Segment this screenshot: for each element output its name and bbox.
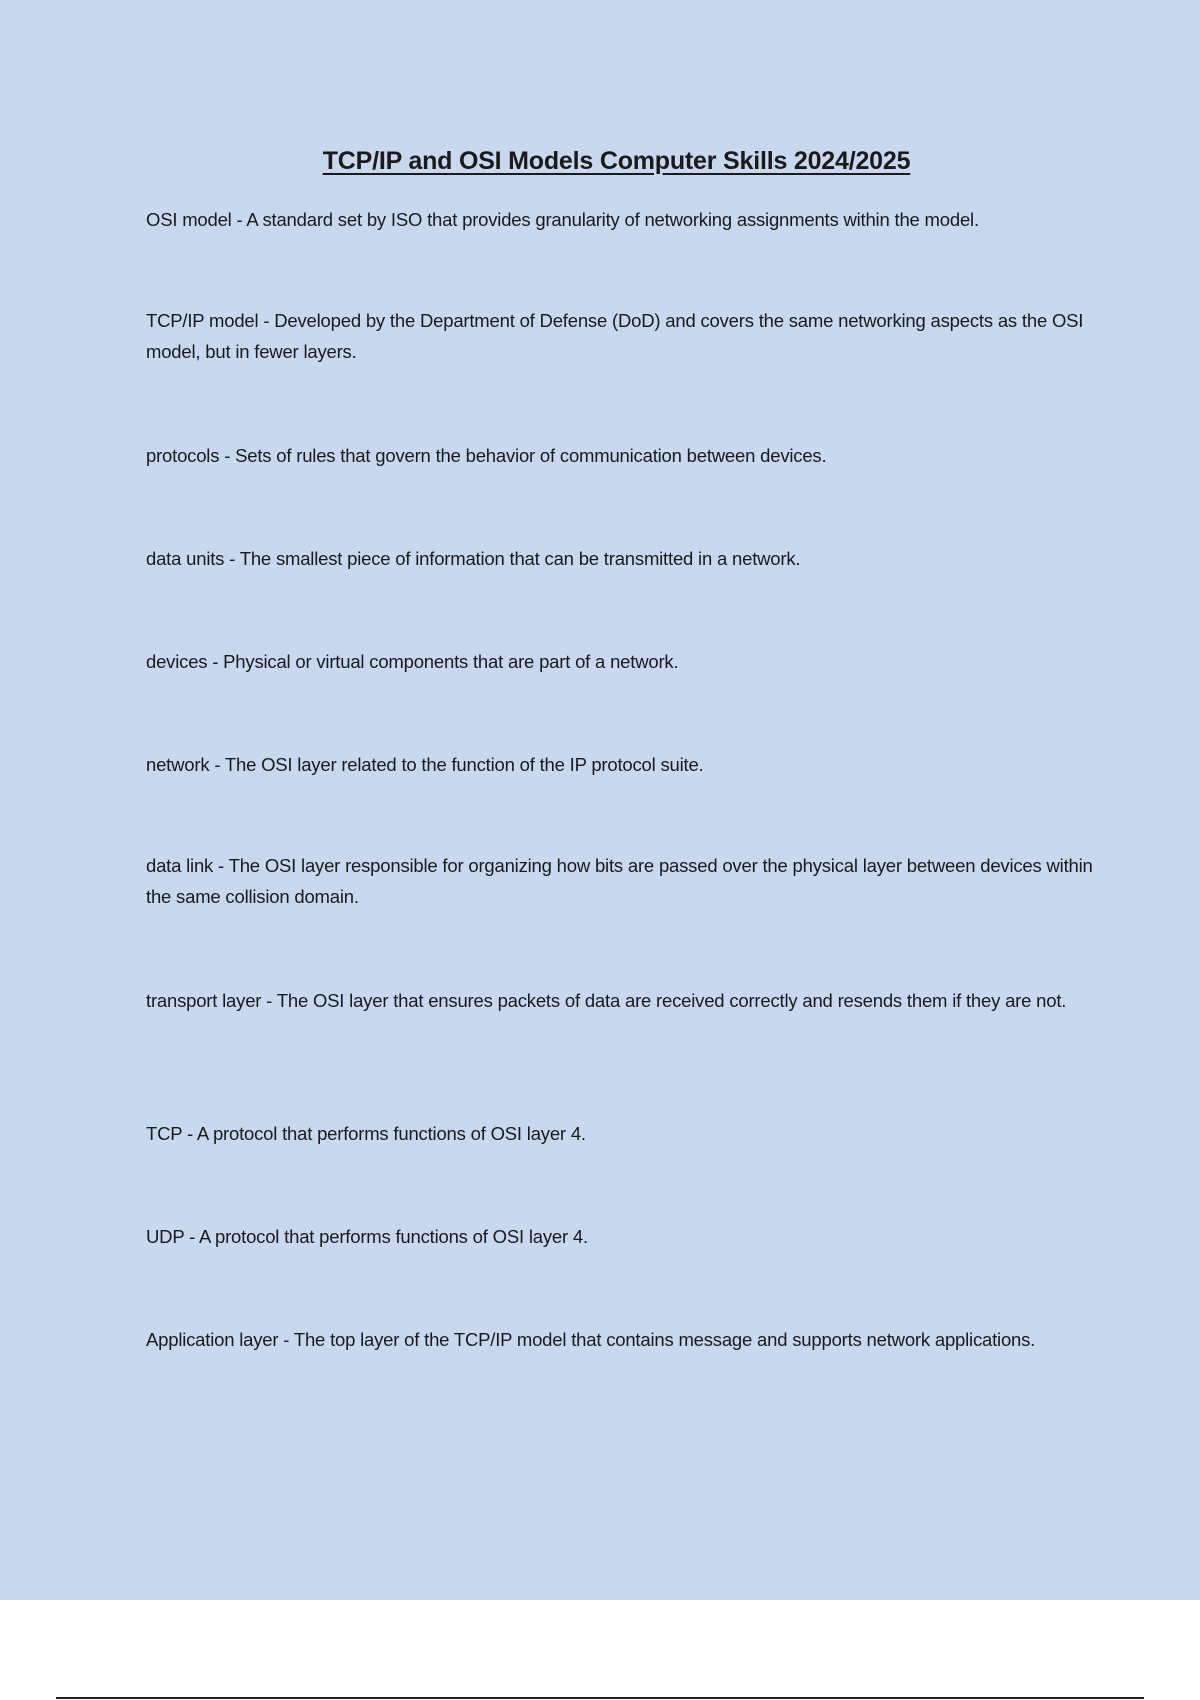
definition-entry-network: network - The OSI layer related to the function of the IP protocol suite. — [146, 754, 704, 775]
definition-entry-tcp-ip-model: TCP/IP model - Developed by the Department of Defense (DoD) and covers the same networking aspects as the OSI model, but in fewer layers. — [146, 310, 1084, 362]
definition-entry-application-layer: Application layer - The top layer of the TCP/IP model that contains message and supports network applications. — [146, 1329, 1036, 1350]
definition-entry-osi-model: OSI model - A standard set by ISO that provides granularity of networking assignments within the model. — [146, 209, 979, 230]
definition-entry-data-link: data link - The OSI layer responsible for organizing how bits are passed over the physical layer between devices within the same collision domain. — [146, 855, 1093, 907]
definition-entry-protocols: protocols - Sets of rules that govern the behavior of communication between devices. — [146, 445, 827, 466]
page-title: TCP/IP and OSI Models Computer Skills 2024/2025 — [322, 147, 911, 175]
footer-divider — [56, 1697, 1144, 1699]
definition-entry-data-units: data units - The smallest piece of information that can be transmitted in a network. — [146, 548, 801, 569]
definition-entry-tcp: TCP - A protocol that performs functions of OSI layer 4. — [146, 1123, 586, 1144]
definition-entry-devices: devices - Physical or virtual components that are part of a network. — [146, 651, 679, 672]
definition-entry-transport-layer: transport layer - The OSI layer that ensures packets of data are received correctly and resends them if they are not. — [146, 990, 1067, 1011]
definition-entry-udp: UDP - A protocol that performs functions of OSI layer 4. — [146, 1226, 588, 1247]
